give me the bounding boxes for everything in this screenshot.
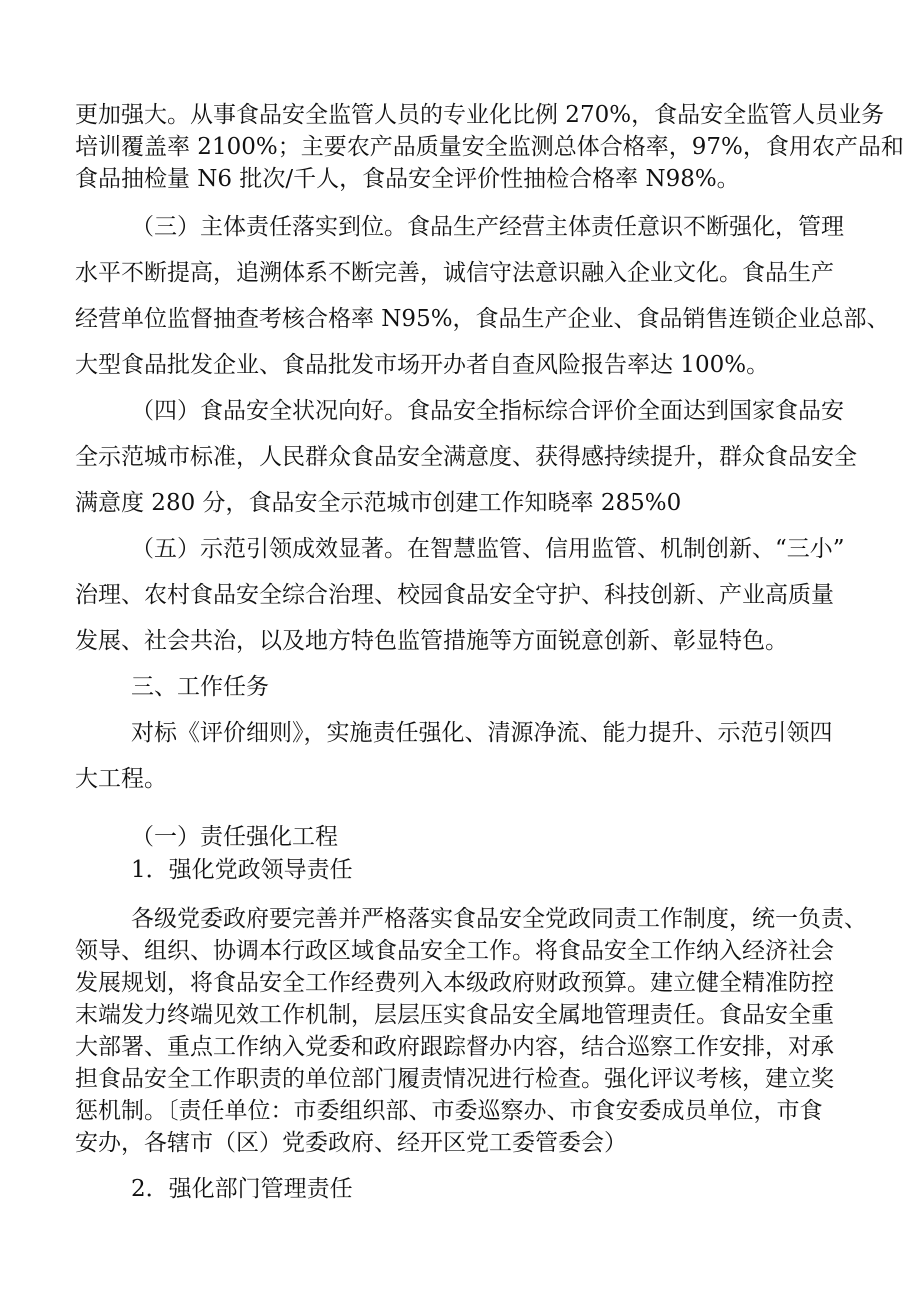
text-line: 发展、社会共治，以及地方特色监管措施等方面锐意创新、彰显特色。 [75,628,788,654]
text-line: 大型食品批发企业、食品批发市场开办者自查风险报告率达 100%。 [75,352,770,378]
text-line: 经营单位监督抽查考核合格率 N95%，食品生产企业、食品销售连锁企业总部、 [75,306,890,332]
text-line: 食品抽检量 N6 批次/千人，食品安全评价性抽检合格率 N98%。 [75,166,740,192]
text-line: 大工程。 [75,766,167,792]
text-line: 培训覆盖率 2100%；主要农产品质量安全监测总体合格率，97%，食用农产品和 [75,134,904,160]
text-line: 领导、组织、协调本行政区域食品安全工作。将食品安全工作纳入经济社会 [75,938,834,964]
text-line: 水平不断提高，追溯体系不断完善，诚信守法意识融入企业文化。食品生产 [75,260,834,286]
text-line: 担食品安全工作职责的单位部门履责情况进行检查。强化评议考核，建立奖 [75,1066,834,1092]
item-heading: 1．强化党政领导责任 [131,857,353,883]
text-line: 大部署、重点工作纳入党委和政府跟踪督办内容，结合巡察工作安排，对承 [75,1034,834,1060]
text-line: 满意度 280 分，食品安全示范城市创建工作知晓率 285%0 [75,490,682,516]
text-line: （五）示范引领成效显著。在智慧监管、信用监管、机制创新、“三小” [131,536,845,562]
text-line: （四）食品安全状况向好。食品安全指标综合评价全面达到国家食品安 [131,398,844,424]
section-heading: 三、工作任务 [131,674,269,700]
text-line: 发展规划，将食品安全工作经费列入本级政府财政预算。建立健全精准防控 [75,970,834,996]
text-line: 更加强大。从事食品安全监管人员的专业化比例 270%，食品安全监管人员业务 [75,102,885,128]
text-line: 惩机制。〔责任单位：市委组织部、市委巡察办、市食安委成员单位，市食 [75,1098,823,1124]
text-line: （三）主体责任落实到位。食品生产经营主体责任意识不断强化，管理 [131,214,844,240]
text-line: 对标《评价细则》，实施责任强化、清源净流、能力提升、示范引领四 [131,720,833,746]
text-line: 各级党委政府要完善并严格落实食品安全党政同责工作制度，统一负责、 [131,906,867,932]
text-line: 末端发力终端见效工作机制，层层压实食品安全属地管理责任。食品安全重 [75,1002,834,1028]
item-heading: 2．强化部门管理责任 [131,1176,353,1202]
subsection-heading: （一）责任强化工程 [131,824,338,850]
text-line: 治理、农村食品安全综合治理、校园食品安全守护、科技创新、产业高质量 [75,582,834,608]
text-line: 全示范城市标准，人民群众食品安全满意度、获得感持续提升，群众食品安全 [75,444,857,470]
text-line: 安办，各辖市（区）党委政府、经开区党工委管委会） [75,1130,627,1156]
